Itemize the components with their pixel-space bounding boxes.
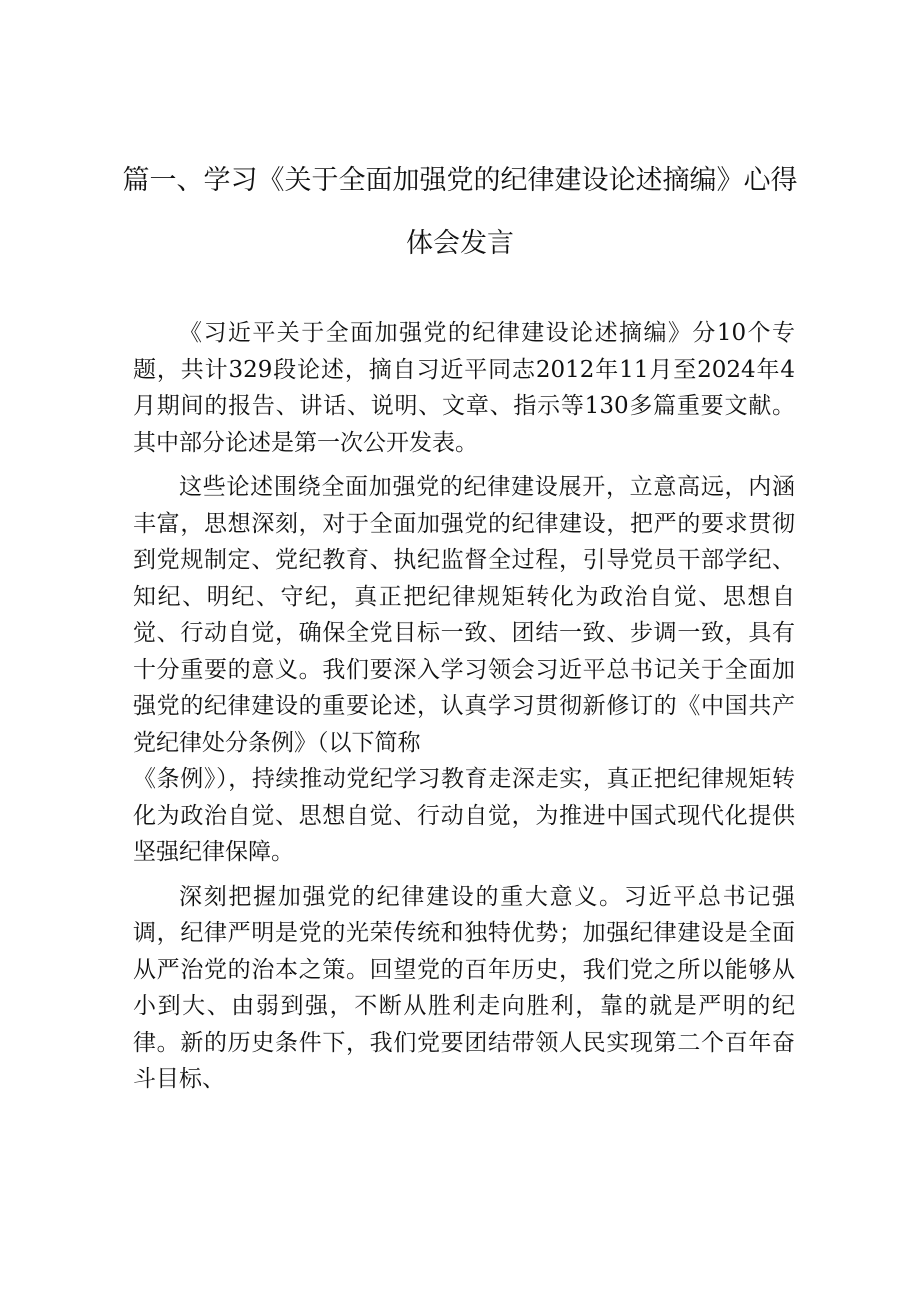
document-title-line-2: 体会发言 bbox=[406, 228, 514, 259]
paragraph-3: 《条例》），持续推动党纪学习教育走深走实，真正把纪律规矩转化为政治自觉、思想自觉、行动自觉，为推进中国式现代化提供坚强纪律保障。 bbox=[133, 766, 795, 865]
document-body bbox=[133, 315, 795, 1098]
paragraph-4: 深刻把握加强党的纪律建设的重大意义。习近平总书记强调，纪律严明是党的光荣传统和独特优势；加强纪律建设是全面从严治党的治本之策。回望党的百年历史，我们党之所以能够从小到大、由弱到强，不断从胜利走向胜利，靠的就是严明的纪律。新的历史条件下，我们党要团结带领人民实现第二个百年奋斗目标、 bbox=[133, 883, 795, 1092]
paragraph-1: 《习近平关于全面加强党的纪律建设论述摘编》分10个专题，共计329段论述，摘自习近平同志2012年11月至2024年4月期间的报告、讲话、说明、文章、指示等130多篇重要文献。其中部分论述是第一次公开发表。 bbox=[133, 320, 795, 456]
paragraph-2: 这些论述围绕全面加强党的纪律建设展开，立意高远，内涵丰富，思想深刻，对于全面加强党的纪律建设，把严的要求贯彻到党规制定、党纪教育、执纪监督全过程，引导党员干部学纪、知纪、明纪、守纪，真正把纪律规矩转化为政治自觉、思想自觉、行动自觉，确保全党目标一致、团结一致、步调一致，具有十分重要的意义。我们要深入学习领会习近平总书记关于全面加强党的纪律建设的重要论述，认真学习贯彻新修订的《中国共产党纪律处分条例》（以下简称 bbox=[133, 474, 795, 756]
document-title-line-1: 篇一、学习《关于全面加强党的纪律建设论述摘编》心得 bbox=[122, 165, 798, 196]
